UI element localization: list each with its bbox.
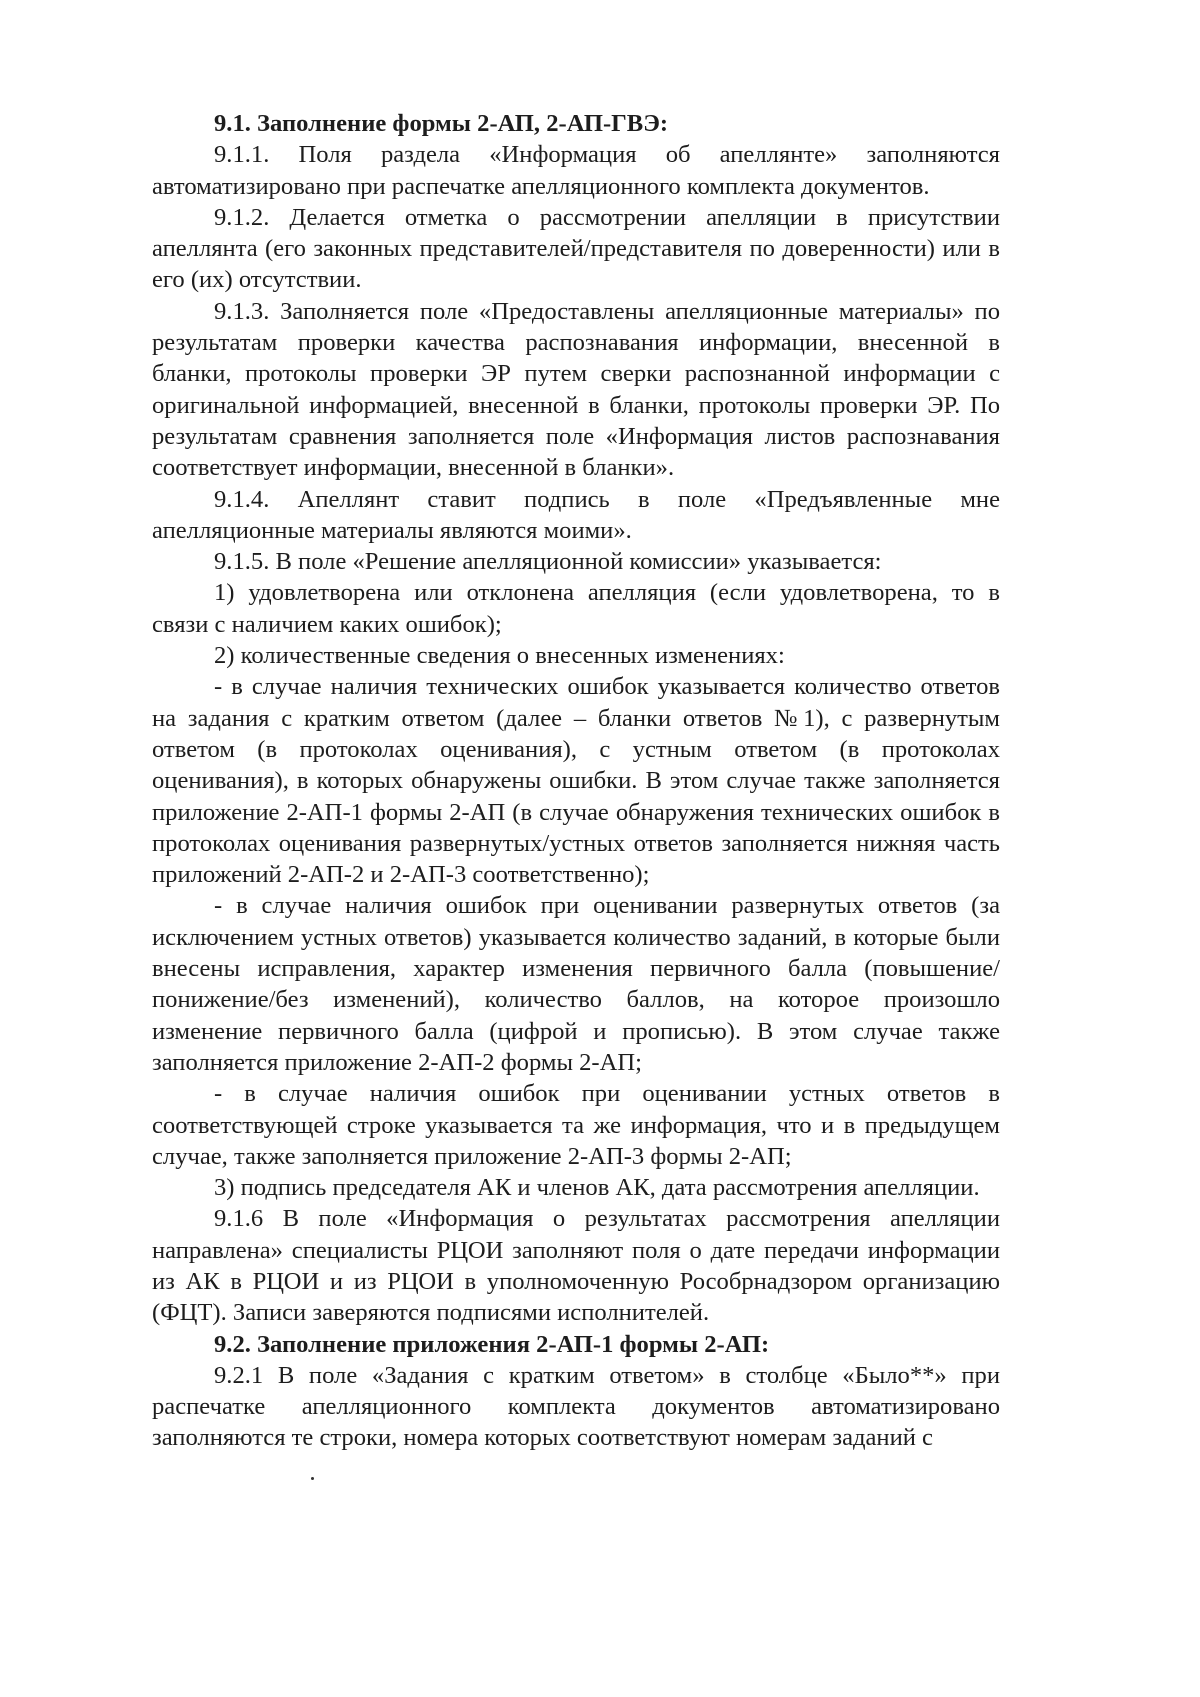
dash-item-extended-answers: - в случае наличия ошибок при оценивании развернутых ответов (за исключением устных ответов) указывается количество заданий, в которые были внесены исправления, характер изменения первичного балла (повышение/понижение/без изменений), количество баллов, на которое произошло изменение первичного балла (цифрой и прописью). В этом случае также заполняется приложение 2-АП-2 формы 2-АП;	[152, 892, 1000, 1076]
scan-speck	[311, 1477, 314, 1480]
paragraph-9-1-6: 9.1.6 В поле «Информация о результатах рассмотрения апелляции направлена» специалисты РЦОИ заполняют поля о дате передачи информации из АК в РЦОИ и из РЦОИ в уполномоченную Рособрнадзором организацию (ФЦТ). Записи заверяются подписями исполнителей.	[152, 1205, 1000, 1327]
list-item-2: 2) количественные сведения о внесенных изменениях:	[214, 642, 785, 670]
paragraph-9-1-2: 9.1.2. Делается отметка о рассмотрении апелляции в присутствии апеллянта (его законных представителей/представителя по доверенности) или в его (их) отсутствии.	[152, 203, 1000, 294]
section-heading-9-1: 9.1. Заполнение формы 2-АП, 2-АП-ГВЭ:	[214, 110, 669, 137]
paragraph-9-1-4: 9.1.4. Апеллянт ставит подпись в поле «Предъявленные мне апелляционные материалы являются моими».	[152, 485, 1000, 544]
document-page	[152, 108, 1000, 1454]
paragraph-9-1-1: 9.1.1. Поля раздела «Информация об апеллянте» заполняются автоматизировано при распечатке апелляционного комплекта документов.	[152, 141, 1000, 200]
paragraph-9-1-3: 9.1.3. Заполняется поле «Предоставлены апелляционные материалы» по результатам проверки качества распознавания информации, внесенной в бланки, протоколы проверки ЭР путем сверки распознанной информации с оригинальной информацией, внесенной в бланки, протоколы проверки ЭР. По результатам сравнения заполняется поле «Информация листов распознавания соответствует информации, внесенной в бланки».	[152, 297, 1000, 482]
section-heading-9-2: 9.2. Заполнение приложения 2-АП-1 формы 2-АП:	[214, 1330, 770, 1358]
paragraph-9-2-1: 9.2.1 В поле «Задания с кратким ответом» в столбце «Было**» при распечатке апелляционного комплекта документов автоматизировано заполняются те строки, номера которых соответствуют номерам заданий с	[152, 1361, 1000, 1452]
paragraph-9-1-5: 9.1.5. В поле «Решение апелляционной комиссии» указывается:	[214, 548, 882, 576]
dash-item-oral-answers: - в случае наличия ошибок при оценивании устных ответов в соответствующей строке указывается та же информация, что и в предыдущем случае, также заполняется приложение 2-АП-3 формы 2-АП;	[152, 1080, 1000, 1170]
list-item-3: 3) подпись председателя АК и членов АК, дата рассмотрения апелляции.	[214, 1174, 980, 1202]
dash-item-technical-errors: - в случае наличия технических ошибок указывается количество ответов на задания с кратким ответом (далее – бланки ответов №1), с развернутым ответом (в протоколах оценивания), с устным ответом (в протоколах оценивания), в которых обнаружены ошибки. В этом случае также заполняется приложение 2-АП-1 формы 2-АП (в случае обнаружения технических ошибок в протоколах оценивания развернутых/устных ответов заполняется нижняя часть приложений 2-АП-2 и 2-АП-3 соответственно);	[152, 673, 1000, 889]
list-item-1: 1) удовлетворена или отклонена апелляция (если удовлетворена, то в связи с наличием каких ошибок);	[152, 579, 1000, 638]
